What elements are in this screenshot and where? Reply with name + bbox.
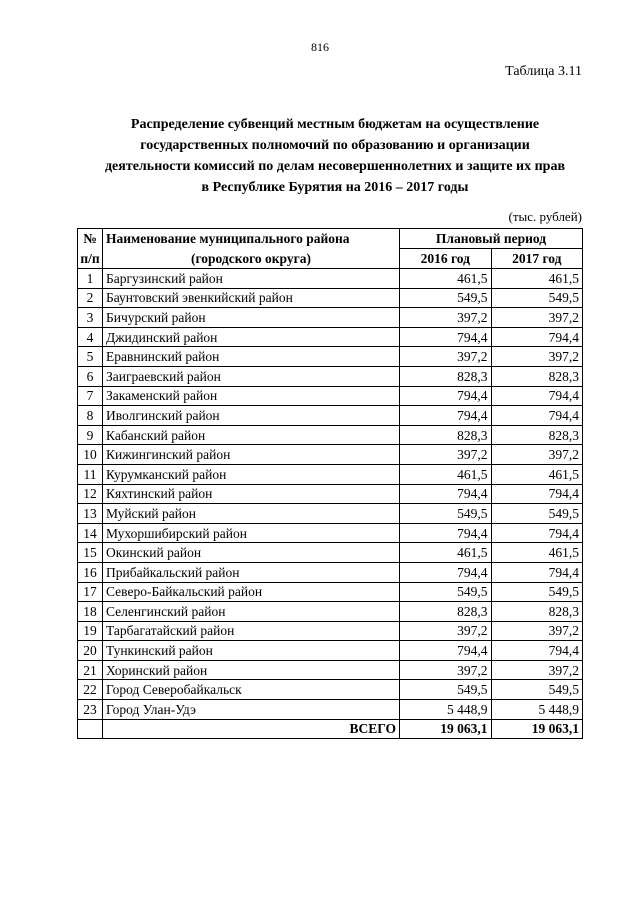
- row-number: 2: [78, 288, 103, 308]
- table-row: [78, 386, 583, 406]
- row-value-2016: 549,5: [400, 582, 492, 602]
- row-number: 11: [78, 464, 103, 484]
- subsidy-table: [77, 228, 583, 739]
- row-name: Тарбагатайский район: [103, 621, 400, 641]
- row-value-2016: 828,3: [400, 366, 492, 386]
- header-num: №: [78, 229, 103, 249]
- row-number: 7: [78, 386, 103, 406]
- row-value-2016: 794,4: [400, 386, 492, 406]
- row-value-2017: 794,4: [491, 406, 583, 426]
- row-value-2016: 794,4: [400, 484, 492, 504]
- table-row: [78, 700, 583, 720]
- row-value-2017: 828,3: [491, 425, 583, 445]
- table-row: [78, 641, 583, 661]
- table-row: [78, 660, 583, 680]
- table-row: [78, 347, 583, 367]
- total-empty-cell: [78, 719, 103, 739]
- row-name: Кижингинский район: [103, 445, 400, 465]
- row-value-2017: 461,5: [491, 543, 583, 563]
- row-number: 4: [78, 327, 103, 347]
- table-row: [78, 425, 583, 445]
- row-value-2016: 397,2: [400, 621, 492, 641]
- table-row: [78, 406, 583, 426]
- table-row: [78, 523, 583, 543]
- row-name: Джидинский район: [103, 327, 400, 347]
- row-value-2017: 828,3: [491, 602, 583, 622]
- row-number: 14: [78, 523, 103, 543]
- header-year-2016: 2016 год: [400, 249, 492, 269]
- row-value-2016: 397,2: [400, 660, 492, 680]
- table-row: [78, 484, 583, 504]
- table-header-row: [78, 249, 583, 269]
- row-name: Тункинский район: [103, 641, 400, 661]
- row-value-2017: 461,5: [491, 269, 583, 289]
- row-number: 23: [78, 700, 103, 720]
- row-number: 21: [78, 660, 103, 680]
- document-title: [70, 114, 600, 198]
- row-number: 6: [78, 366, 103, 386]
- row-number: 13: [78, 504, 103, 524]
- table-row: [78, 582, 583, 602]
- row-name: Кяхтинский район: [103, 484, 400, 504]
- row-name: Баунтовский эвенкийский район: [103, 288, 400, 308]
- row-name: Бичурский район: [103, 308, 400, 328]
- row-value-2016: 397,2: [400, 445, 492, 465]
- row-value-2017: 397,2: [491, 660, 583, 680]
- row-number: 15: [78, 543, 103, 563]
- row-number: 20: [78, 641, 103, 661]
- table-body: [78, 269, 583, 720]
- row-value-2017: 794,4: [491, 641, 583, 661]
- row-name: Окинский район: [103, 543, 400, 563]
- row-value-2017: 397,2: [491, 308, 583, 328]
- row-value-2016: 549,5: [400, 680, 492, 700]
- table-row: [78, 269, 583, 289]
- row-value-2017: 794,4: [491, 386, 583, 406]
- row-value-2016: 828,3: [400, 602, 492, 622]
- header-name: Наименование муниципального района: [103, 229, 400, 249]
- header-period: Плановый период: [400, 229, 583, 249]
- total-label: ВСЕГО: [103, 719, 400, 739]
- table-label: Таблица 3.11: [505, 64, 582, 79]
- row-name: Иволгинский район: [103, 406, 400, 426]
- header-year-2017: 2017 год: [491, 249, 583, 269]
- title-line: деятельности комиссий по делам несовершеннолетних и защите их прав: [104, 159, 566, 174]
- row-value-2016: 828,3: [400, 425, 492, 445]
- header-name-sub: (городского округа): [103, 249, 400, 269]
- row-value-2017: 397,2: [491, 347, 583, 367]
- table-row: [78, 543, 583, 563]
- row-value-2017: 794,4: [491, 562, 583, 582]
- table-row: [78, 445, 583, 465]
- table-row: [78, 504, 583, 524]
- table-row: [78, 602, 583, 622]
- row-value-2016: 461,5: [400, 543, 492, 563]
- row-name: Прибайкальский район: [103, 562, 400, 582]
- row-value-2017: 397,2: [491, 445, 583, 465]
- row-value-2016: 461,5: [400, 269, 492, 289]
- table-row: [78, 327, 583, 347]
- row-number: 1: [78, 269, 103, 289]
- row-name: Заиграевский район: [103, 366, 400, 386]
- row-name: Курумканский район: [103, 464, 400, 484]
- table-row: [78, 288, 583, 308]
- row-value-2017: 794,4: [491, 523, 583, 543]
- table-row: [78, 366, 583, 386]
- row-value-2016: 549,5: [400, 504, 492, 524]
- table-row: [78, 562, 583, 582]
- row-number: 19: [78, 621, 103, 641]
- row-number: 17: [78, 582, 103, 602]
- header-num-sub: п/п: [78, 249, 103, 269]
- row-number: 3: [78, 308, 103, 328]
- row-value-2016: 397,2: [400, 347, 492, 367]
- row-name: Муйский район: [103, 504, 400, 524]
- row-name: Хоринский район: [103, 660, 400, 680]
- table-header-row: [78, 229, 583, 249]
- row-value-2017: 549,5: [491, 680, 583, 700]
- row-value-2017: 794,4: [491, 484, 583, 504]
- row-value-2016: 794,4: [400, 406, 492, 426]
- row-value-2017: 828,3: [491, 366, 583, 386]
- row-value-2016: 794,4: [400, 562, 492, 582]
- row-number: 8: [78, 406, 103, 426]
- row-number: 5: [78, 347, 103, 367]
- row-number: 16: [78, 562, 103, 582]
- row-name: Мухоршибирский район: [103, 523, 400, 543]
- row-value-2016: 549,5: [400, 288, 492, 308]
- table-row: [78, 680, 583, 700]
- table-row: [78, 464, 583, 484]
- total-2017: 19 063,1: [491, 719, 583, 739]
- row-value-2016: 794,4: [400, 327, 492, 347]
- row-name: Кабанский район: [103, 425, 400, 445]
- row-number: 22: [78, 680, 103, 700]
- row-name: Северо-Байкальский район: [103, 582, 400, 602]
- row-name: Еравнинский район: [103, 347, 400, 367]
- row-value-2016: 794,4: [400, 523, 492, 543]
- row-value-2017: 461,5: [491, 464, 583, 484]
- table-row: [78, 308, 583, 328]
- row-name: Закаменский район: [103, 386, 400, 406]
- row-name: Город Улан-Удэ: [103, 700, 400, 720]
- row-value-2017: 397,2: [491, 621, 583, 641]
- row-value-2016: 794,4: [400, 641, 492, 661]
- row-value-2017: 794,4: [491, 327, 583, 347]
- title-line: Распределение субвенций местным бюджетам на осуществление: [130, 117, 540, 132]
- row-number: 10: [78, 445, 103, 465]
- row-name: Баргузинский район: [103, 269, 400, 289]
- row-value-2016: 397,2: [400, 308, 492, 328]
- row-value-2016: 5 448,9: [400, 700, 492, 720]
- row-value-2017: 549,5: [491, 582, 583, 602]
- row-name: Город Северобайкальск: [103, 680, 400, 700]
- row-name: Селенгинский район: [103, 602, 400, 622]
- row-number: 12: [78, 484, 103, 504]
- row-value-2017: 549,5: [491, 504, 583, 524]
- row-number: 9: [78, 425, 103, 445]
- title-line: государственных полномочий по образованию и организации: [140, 138, 530, 153]
- total-2016: 19 063,1: [400, 719, 492, 739]
- row-value-2016: 461,5: [400, 464, 492, 484]
- row-value-2017: 549,5: [491, 288, 583, 308]
- total-row: [78, 719, 583, 739]
- title-line: в Республике Бурятия на 2016 – 2017 годы: [201, 180, 469, 195]
- page-number: 816: [311, 40, 329, 54]
- units-label: (тыс. рублей): [508, 209, 582, 224]
- row-value-2017: 5 448,9: [491, 700, 583, 720]
- table-row: [78, 621, 583, 641]
- row-number: 18: [78, 602, 103, 622]
